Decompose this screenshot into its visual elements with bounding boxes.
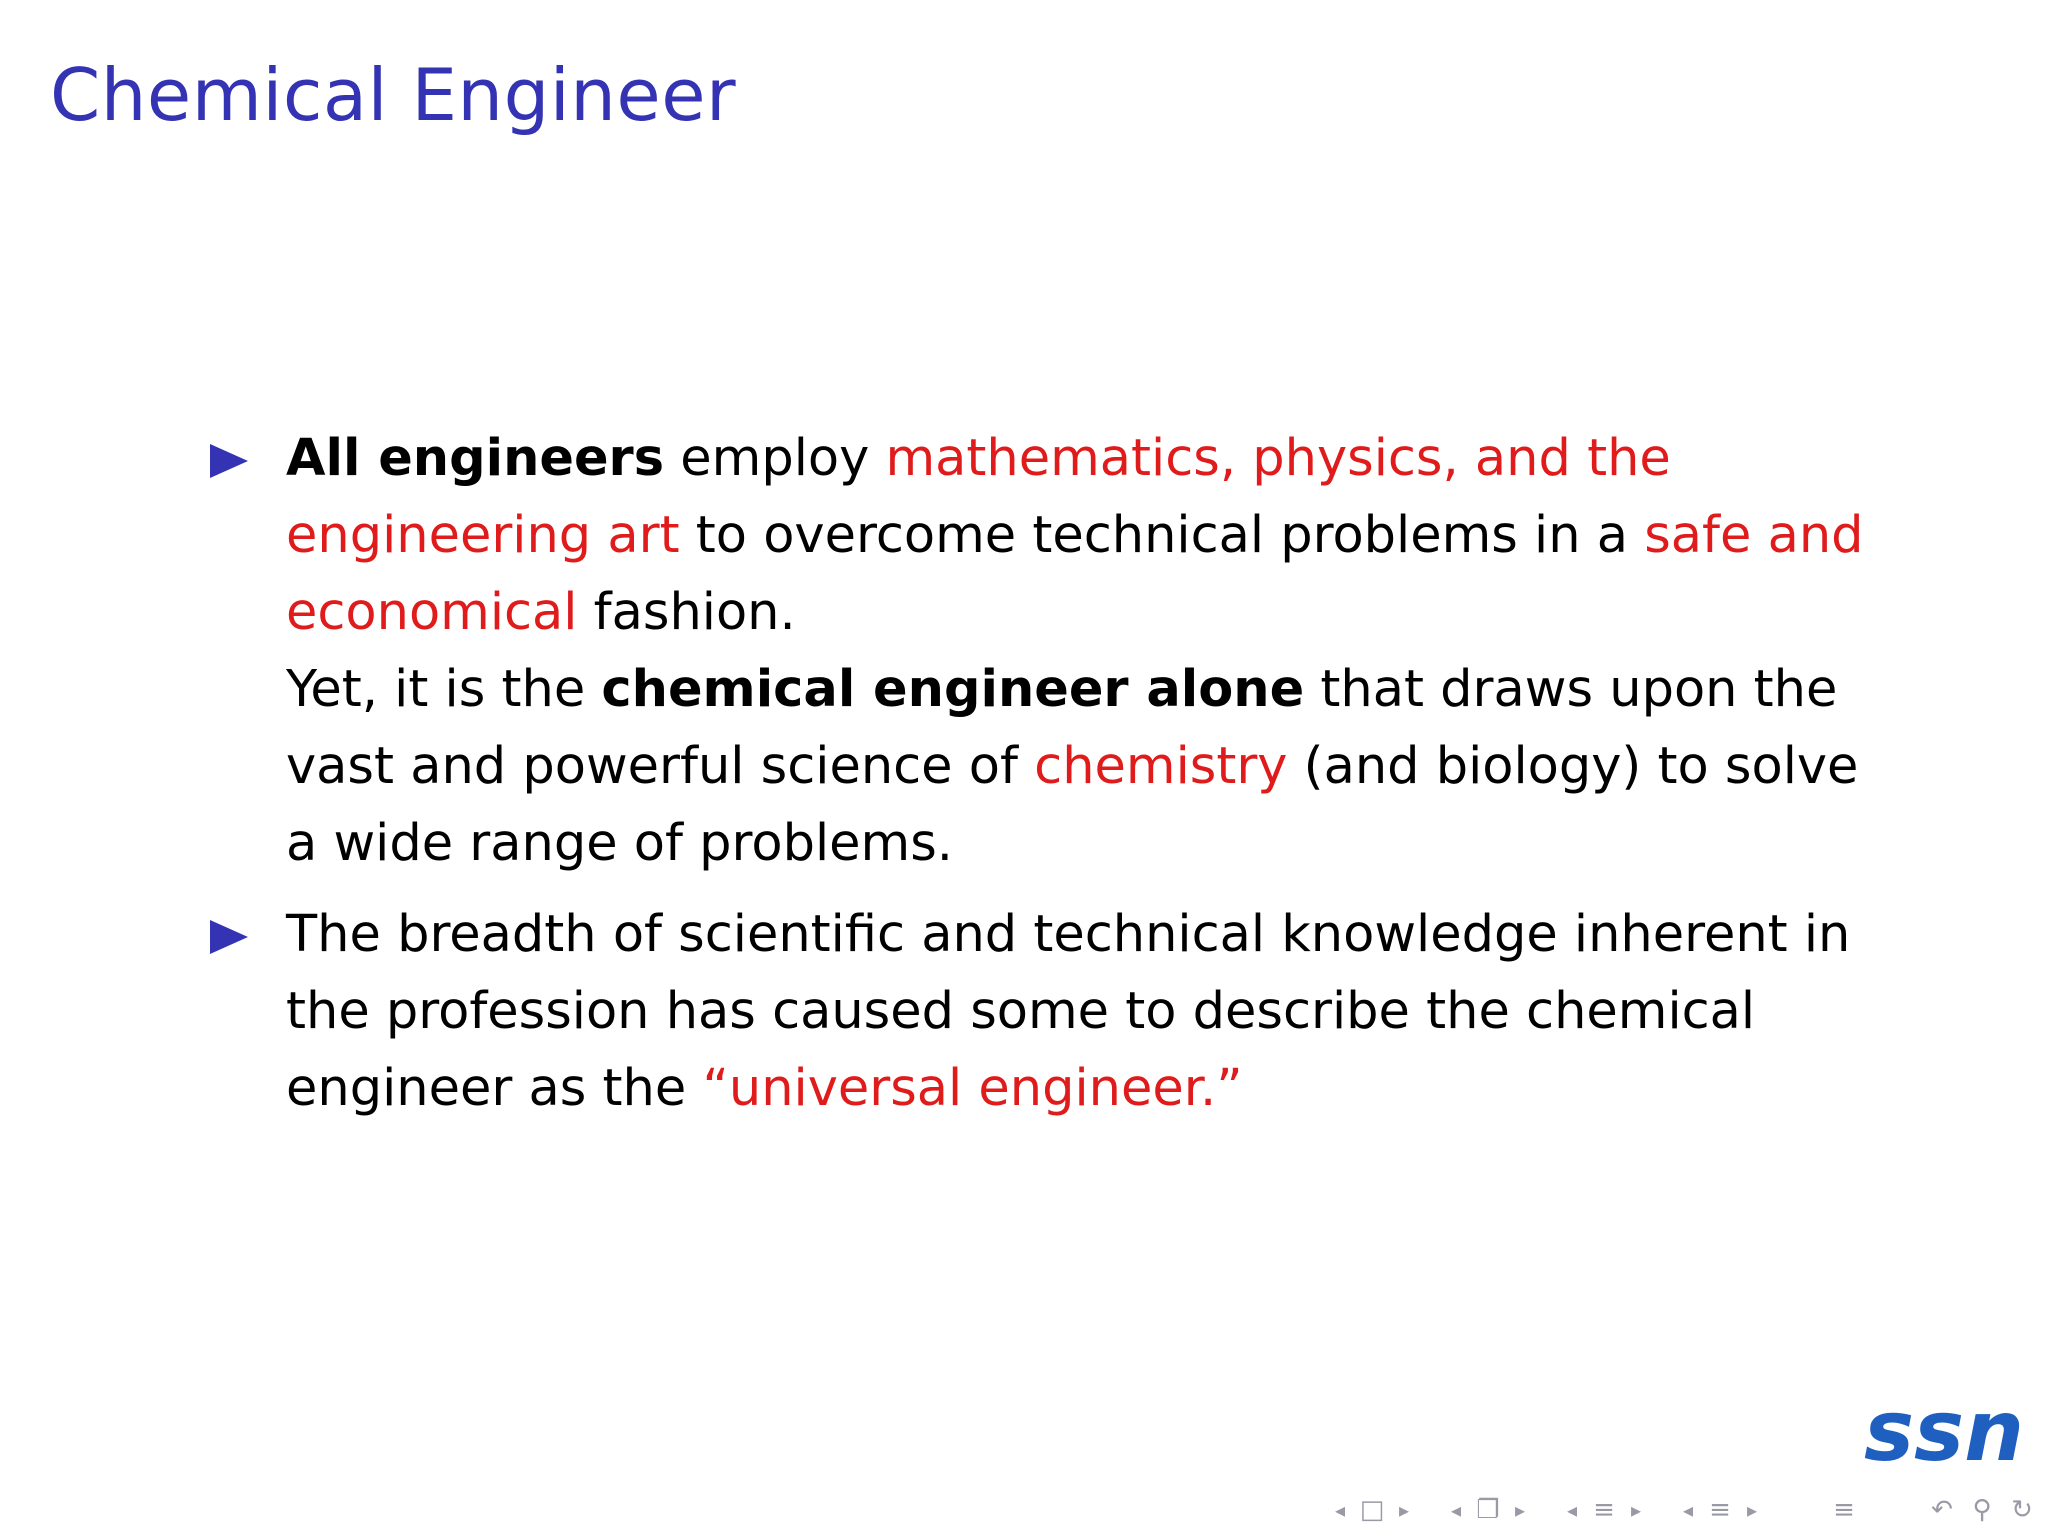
body-text: to overcome technical problems in a: [679, 506, 1645, 565]
bullet-item-2: [206, 896, 1886, 1127]
body-text: that draws upon the vast and powerful science of: [286, 660, 1838, 796]
highlight-text: “universal engineer.”: [702, 1059, 1243, 1118]
bullet-2-text: [286, 896, 1886, 1127]
right-arrow-icon[interactable]: ▸: [1398, 1498, 1410, 1522]
slide-title: Chemical Engineer: [50, 53, 737, 137]
body-text: The breadth of scientific and technical knowledge inherent in the profession has caused some to describe the chemical engineer as the: [286, 905, 1851, 1118]
left-arrow-icon[interactable]: ◂: [1682, 1498, 1694, 1522]
body-text: fashion.: [577, 583, 796, 642]
section-icon[interactable]: ≡: [1709, 1495, 1731, 1525]
triangle-bullet-icon: [210, 920, 248, 954]
triangle-bullet-icon: [210, 444, 248, 478]
bullet-list: [206, 420, 1886, 1141]
right-arrow-icon[interactable]: ▸: [1630, 1498, 1642, 1522]
bullet-1-sentence-2: [286, 651, 1886, 882]
bullet-1-sentence-1: [286, 420, 1886, 651]
highlight-text: chemistry: [1034, 737, 1288, 796]
align-icon[interactable]: ≡: [1833, 1495, 1855, 1525]
frame-icon[interactable]: □: [1359, 1495, 1385, 1525]
subsection-icon[interactable]: ❐: [1476, 1495, 1500, 1525]
left-arrow-icon[interactable]: ◂: [1566, 1498, 1578, 1522]
right-arrow-icon[interactable]: ▸: [1514, 1498, 1526, 1522]
beamer-navigation-bar: [1326, 1490, 2042, 1530]
highlight-text: safe and economical: [286, 506, 1864, 642]
back-icon[interactable]: ↶: [1931, 1495, 1953, 1525]
bold-text: chemical engineer alone: [601, 660, 1305, 719]
bullet-item-1: [206, 420, 1886, 882]
highlight-text: mathematics, physics, and the engineering art: [286, 429, 1671, 565]
left-arrow-icon[interactable]: ◂: [1450, 1498, 1462, 1522]
logo-text: ssn: [1864, 1392, 2024, 1472]
body-text: Yet, it is the: [286, 660, 602, 719]
section-icon[interactable]: ≡: [1593, 1495, 1615, 1525]
search-icon[interactable]: ⚲: [1972, 1495, 1992, 1525]
body-text: employ: [664, 429, 886, 488]
body-text: (and biology) to solve a wide range of problems.: [286, 737, 1859, 873]
right-arrow-icon[interactable]: ▸: [1746, 1498, 1758, 1522]
forward-icon[interactable]: ↻: [2011, 1495, 2033, 1525]
bold-text: All engineers: [286, 429, 665, 488]
ssn-logo: [1860, 1392, 2030, 1472]
left-arrow-icon[interactable]: ◂: [1334, 1498, 1346, 1522]
